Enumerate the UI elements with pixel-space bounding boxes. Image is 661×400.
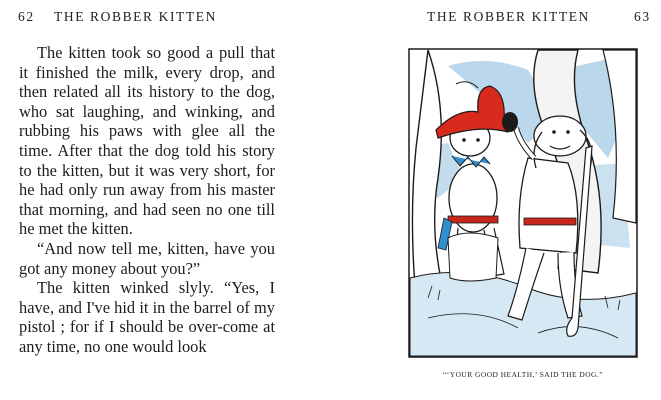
page-number: 62 <box>18 9 35 24</box>
paragraph: The kitten winked slyly. “Yes, I have, and I've hid it in the barrel of my pistol ; for if I should be over-come at any time, no one would look <box>19 278 275 356</box>
paragraph: The kitten took so good a pull that it finished the milk, every drop, and then related all its history to the dog, who sat laughing, and winking, and rubbing his paws with glee all the time. After that the dog told his story to the kitten, but it was very short, for he had only run away from his master that morning, and had seen no one till he met the kitten. <box>19 43 275 239</box>
left-page <box>0 0 330 400</box>
paragraph: “And now tell me, kitten, have you got any money about you?” <box>19 238 275 278</box>
running-head: THE ROBBER KITTEN <box>54 9 217 24</box>
kitten-and-dog-illustration <box>408 48 638 358</box>
illustration-caption: “‘YOUR GOOD HEALTH,’ SAID THE DOG.” <box>442 370 604 379</box>
body-text <box>19 43 275 357</box>
page-number: 63 <box>634 9 651 24</box>
right-page <box>330 0 661 400</box>
running-head: THE ROBBER KITTEN <box>427 9 590 24</box>
